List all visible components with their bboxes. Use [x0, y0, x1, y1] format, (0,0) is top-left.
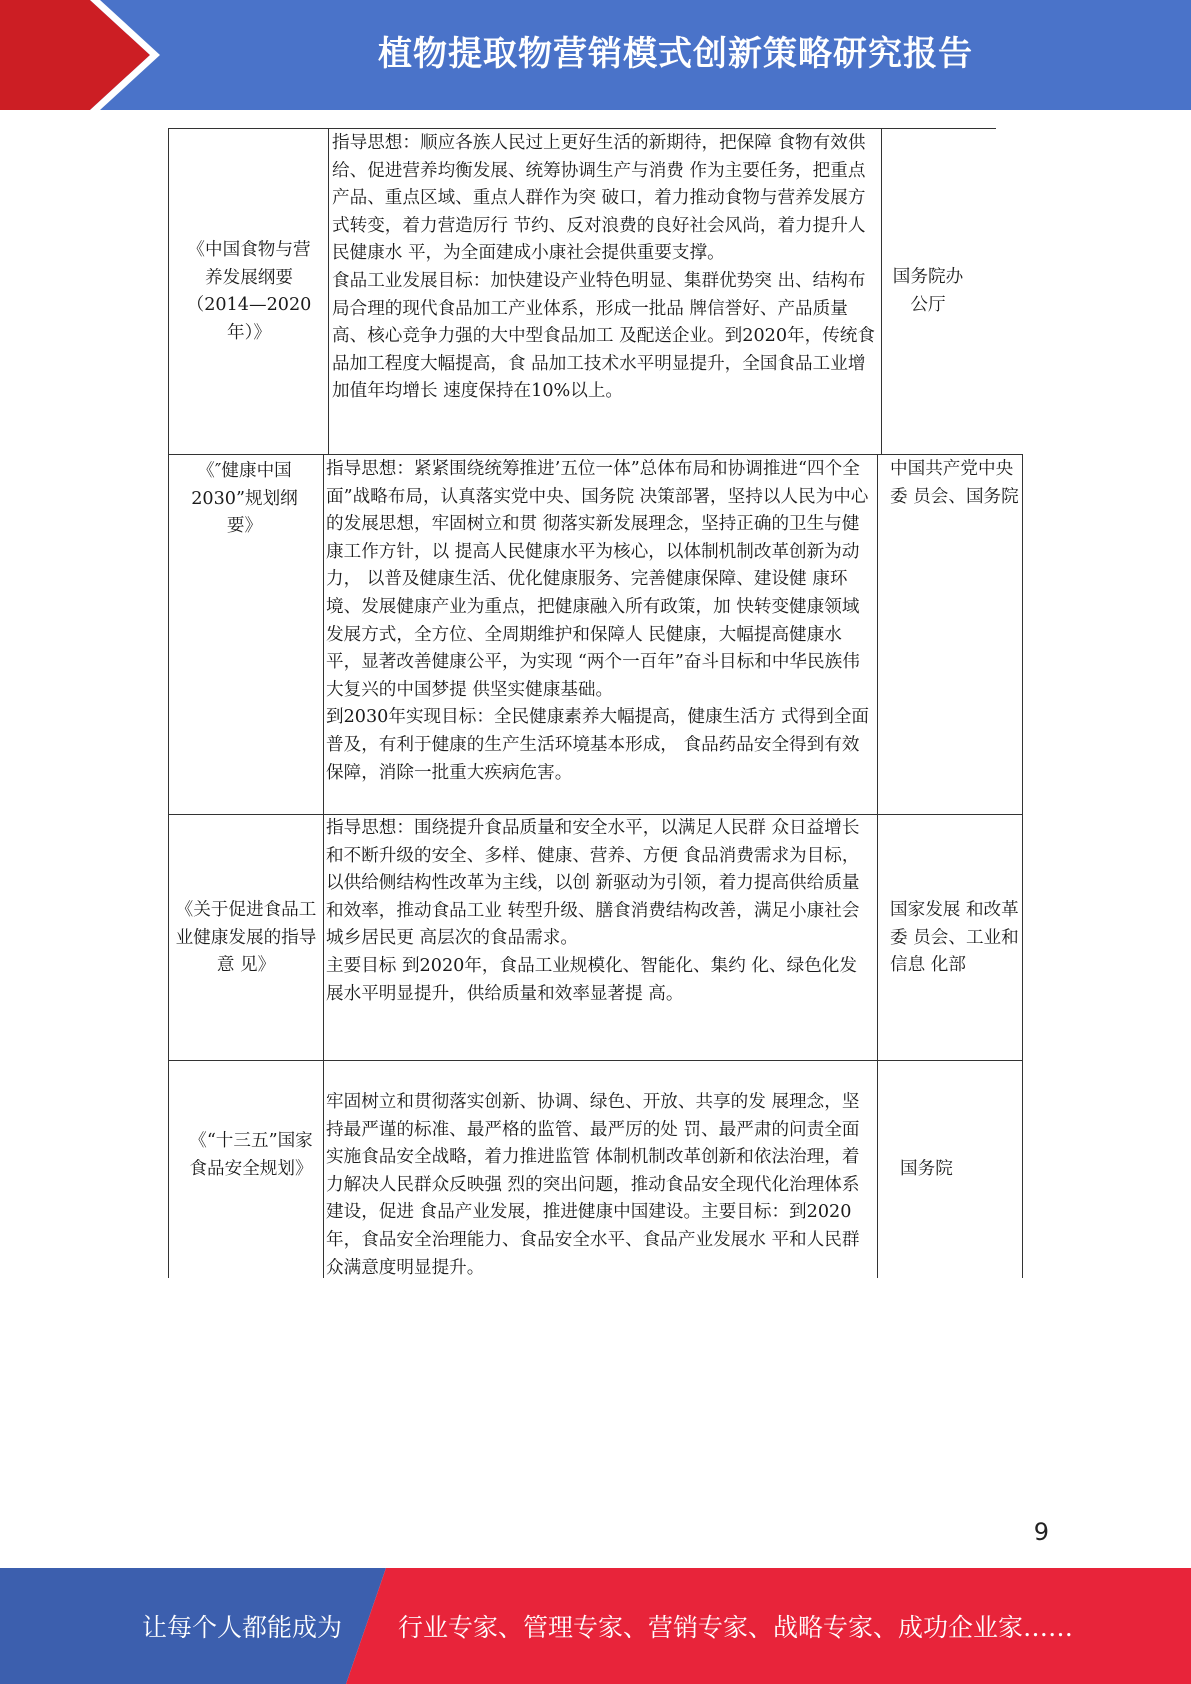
- table-row-1-dept: 国务院办 公厅: [892, 267, 964, 315]
- table-row-1-paragraph-1: 指导思想：顺应各族人民过上更好生活的新期待，把保障 食物有效供给、促进营养均衡发展、统筹协调生产与消费 作为主要任务，把重点产品、重点区域、重点人群作为突 破口，着力推动食物与营养发展方式转变，着力营造厉行 节约、反对浪费的良好社会风尚，着力提升人民健康水 平，为全面建成小康社会提供重要支撑。: [332, 133, 866, 264]
- table-row-1-paragraph-2: 食品工业发展目标：加快建设产业特色明显、集群优势突 出、结构布局合理的现代食品加工产业体系，形成一批品 牌信誉好、产品质量高、核心竞争力强的大中型食品加工 及配送企业。到2020年，传统食品加工程度大幅提高，食 品加工技术水平明显提升，全国食品工业增加值年均增长 速度保持在10%以上。: [332, 270, 875, 402]
- footer-banner: [0, 1568, 1191, 1684]
- table-row-3-dept: 国家发展 和改革委 员会、工业和信息 化部: [890, 900, 1019, 976]
- table-row-2-paragraph-2: 到2030年实现目标：全民健康素养大幅提高，健康生活方 式得到全面普及，有利于健康的生产生活环境基本形成， 食品药品安全得到有效保障，消除一批重大疾病危害。: [326, 707, 869, 783]
- table-row-1-content: [332, 130, 877, 406]
- table-row-4-name: 《“十三五”国家食品安全规划》: [189, 1131, 313, 1179]
- table-row-2-dept: 中国共产党中央委 员会、国务院: [890, 459, 1019, 507]
- table-row-4-content: [326, 1089, 874, 1282]
- table-row-2-content: [326, 456, 874, 787]
- footer-slogan-left: 让每个人都能成为: [142, 1613, 343, 1642]
- table-row-2-paragraph-1: 指导思想：紧紧围绕统筹推进’五位一体”总体布局和协调推进“四个全面”战略布局，认真落实党中央、国务院 决策部署，坚持以人民为中心的发展思想，牢固树立和贯 彻落实新发展理念，坚持正确的卫生与健康工作方针，以 提高人民健康水平为核心，以体制机制改革创新为动力， 以普及健康生活、优化健康服务、完善健康保障、建设健 康环境、发展健康产业为重点，把健康融入所有政策，加 快转变健康领域发展方式，全方位、全周期维护和保障人 民健康，大幅提高健康水平，显著改善健康公平，为实现 “两个一百年”奋斗目标和中华民族伟大复兴的中国梦提 供坚实健康基础。: [326, 459, 869, 700]
- report-title: 植物提取物营销模式创新策略研究报告: [378, 34, 973, 74]
- table-row-3-content: [326, 815, 874, 1008]
- table-row-3-paragraph-2: 主要目标 到2020年，食品工业规模化、智能化、集约 化、绿色化发展水平明显提升，供给质量和效率显著提 高。: [326, 955, 857, 1004]
- table-row-1-name: 《中国食物与营养发展纲要（2014—2020年）》: [186, 240, 312, 343]
- page-number: 9: [1033, 1518, 1049, 1546]
- table-row-4-dept: 国务院: [900, 1159, 953, 1179]
- table-row-2-name: 《″健康中国2030”规划纲要》: [191, 461, 298, 537]
- table-row-3-name: 《关于促进食品工业健康发展的指导意 见》: [175, 900, 317, 976]
- footer-slogan-right: 行业专家、管理专家、营销专家、战略专家、成功企业家……: [398, 1613, 1074, 1642]
- table-row-3-paragraph-1: 指导思想：围绕提升食品质量和安全水平，以满足人民群 众日益增长和不断升级的安全、多样、健康、营养、方便 食品消费需求为目标，以供给侧结构性改革为主线，以创 新驱动为引领，着力提高供给质量和效率，推动食品工业 转型升级、膳食消费结构改善，满足小康社会城乡居民更 高层次的食品需求。: [326, 818, 860, 949]
- table-row-4-paragraph-1: 牢固树立和贯彻落实创新、协调、绿色、开放、共享的发 展理念，坚持最严谨的标准、最严格的监管、最严厉的处 罚、最严肃的问责全面实施食品安全战略，着力推进监管 体制机制改革创新和依法治理，着力解决人民群众反映强 烈的突出问题，推动食品安全现代化治理体系建设，促进 食品产业发展，推进健康中国建设。主要目标：到2020年，食品安全治理能力、食品安全水平、食品产业发展水 平和人民群众满意度明显提升。: [326, 1092, 860, 1278]
